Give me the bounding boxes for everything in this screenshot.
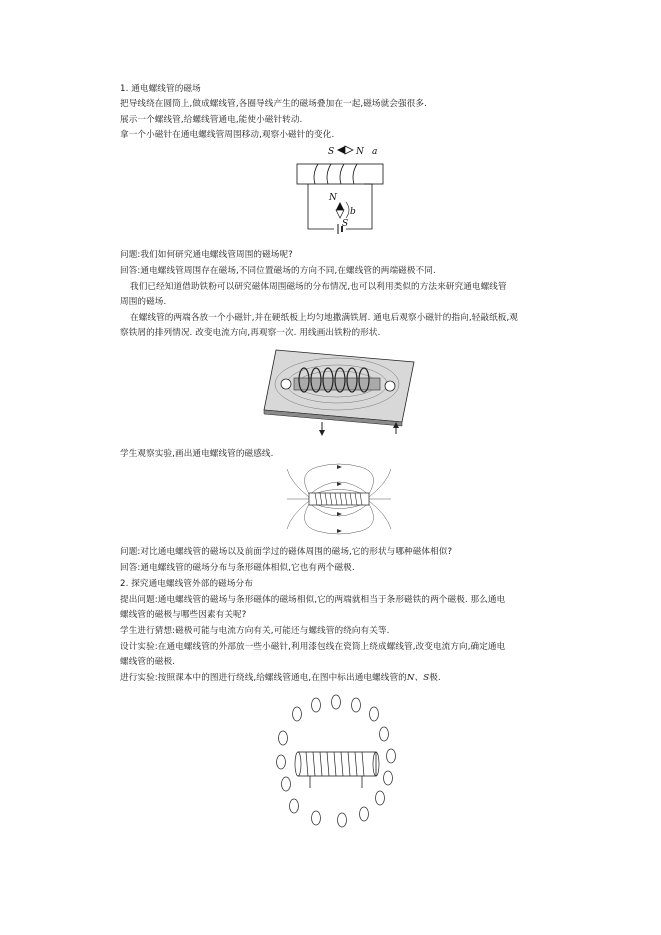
paragraph: 在螺线管的两端各放一个小磁针,并在硬纸板上均匀地撒满铁屑. 通电后观察小磁针的指向,轻敲纸板,观: [130, 313, 518, 323]
paragraph: 学生进行猜想:磁极可能与电流方向有关,可能还与螺线管的绕向有关等.: [120, 626, 390, 636]
compass-right: [385, 381, 395, 391]
paragraph: 提出问题:通电螺线管的磁场与条形磁体的磁场相似,它的两端就相当于条形磁铁的两个磁极. 那么通电: [120, 595, 506, 605]
paragraph: 把导线绕在圆筒上,做成螺线管,各圈导线产生的磁场叠加在一起,磁场就会强很多.: [120, 99, 427, 109]
question: 问题:我们如何研究通电螺线管周围的磁场呢?: [120, 250, 293, 260]
compass-bottom-s-label: S: [342, 219, 349, 229]
answer: 回答:通电螺线管的磁场分布与条形磁体相似,它也有两个磁极.: [120, 563, 355, 573]
paragraph: 察铁屑的排列情况. 改变电流方向,再观察一次. 用线画出铁粉的形状.: [120, 328, 381, 338]
paragraph: 螺线管的磁极.: [120, 657, 175, 667]
compass-needle-light: [345, 146, 353, 154]
text: 进行实验:按照课本中的图进行绕线,给螺线管通电,在图中标出通电螺线管的: [120, 673, 407, 683]
paragraph: 拿一个小磁针在通电螺线管周围移动,观察小磁针的变化.: [120, 130, 335, 140]
solenoid-circuit-figure: [290, 144, 390, 234]
iron-filings-experiment-figure: [262, 344, 418, 436]
arrow-icon: [319, 430, 325, 436]
paragraph: 周围的磁场.: [120, 297, 167, 307]
solenoid-coils: [306, 752, 364, 776]
circuit-wire-left: [308, 184, 334, 229]
point-a-label: a: [372, 147, 378, 157]
compass-top-s-label: S: [328, 147, 335, 157]
tube-end-left: [295, 752, 301, 776]
ns-label: N、S: [406, 673, 430, 683]
solenoid-tube: [298, 752, 376, 776]
compass-left: [281, 379, 291, 389]
compass-bottom-n-label: N: [329, 193, 337, 203]
paragraph: 螺线管的磁极与哪些因素有关呢?: [120, 610, 247, 620]
compass-needle-dark: [337, 146, 345, 154]
rotation-arrow: [346, 202, 349, 218]
answer: 回答:通电螺线管周围存在磁场,不同位置磁场的方向不同,在螺线管的两端磁极不同.: [120, 266, 436, 276]
paragraph: 展示一个螺线管,给螺线管通电,能使小磁针转动.: [120, 115, 303, 125]
paragraph: 我们已经知道借助铁粉可以研究磁体周围磁场的分布情况,也可以利用类似的方法来研究通电螺线管: [130, 282, 507, 292]
compass-bottom-needle-dark: [336, 202, 344, 210]
magnetic-field-lines-figure: [287, 463, 391, 535]
text: 极.: [429, 673, 441, 683]
paragraph: 学生观察实验,画出通电螺线管的磁感线.: [120, 449, 274, 459]
compass-ring: [277, 695, 396, 827]
compass-ring-figure: [270, 694, 400, 834]
paragraph: [120, 672, 441, 684]
solenoid-coils: [314, 164, 357, 184]
paragraph: 设计实验:在通电螺线管的外部放一些小磁针,利用漆包线在瓷筒上绕成螺线管,改变电流方向,确定通电: [120, 642, 506, 652]
section-heading-1: 1. 通电螺线管的磁场: [120, 84, 201, 94]
question: 问题:对比通电螺线管的磁场以及前面学过的磁体周围的磁场,它的形状与哪种磁体相似?: [120, 547, 453, 557]
compass-bottom-needle-light: [336, 210, 344, 218]
compass-top-n-label: N: [356, 147, 364, 157]
section-heading-2: 2. 探究通电螺线管外部的磁场分布: [120, 579, 253, 589]
point-b-label: b: [350, 207, 356, 217]
